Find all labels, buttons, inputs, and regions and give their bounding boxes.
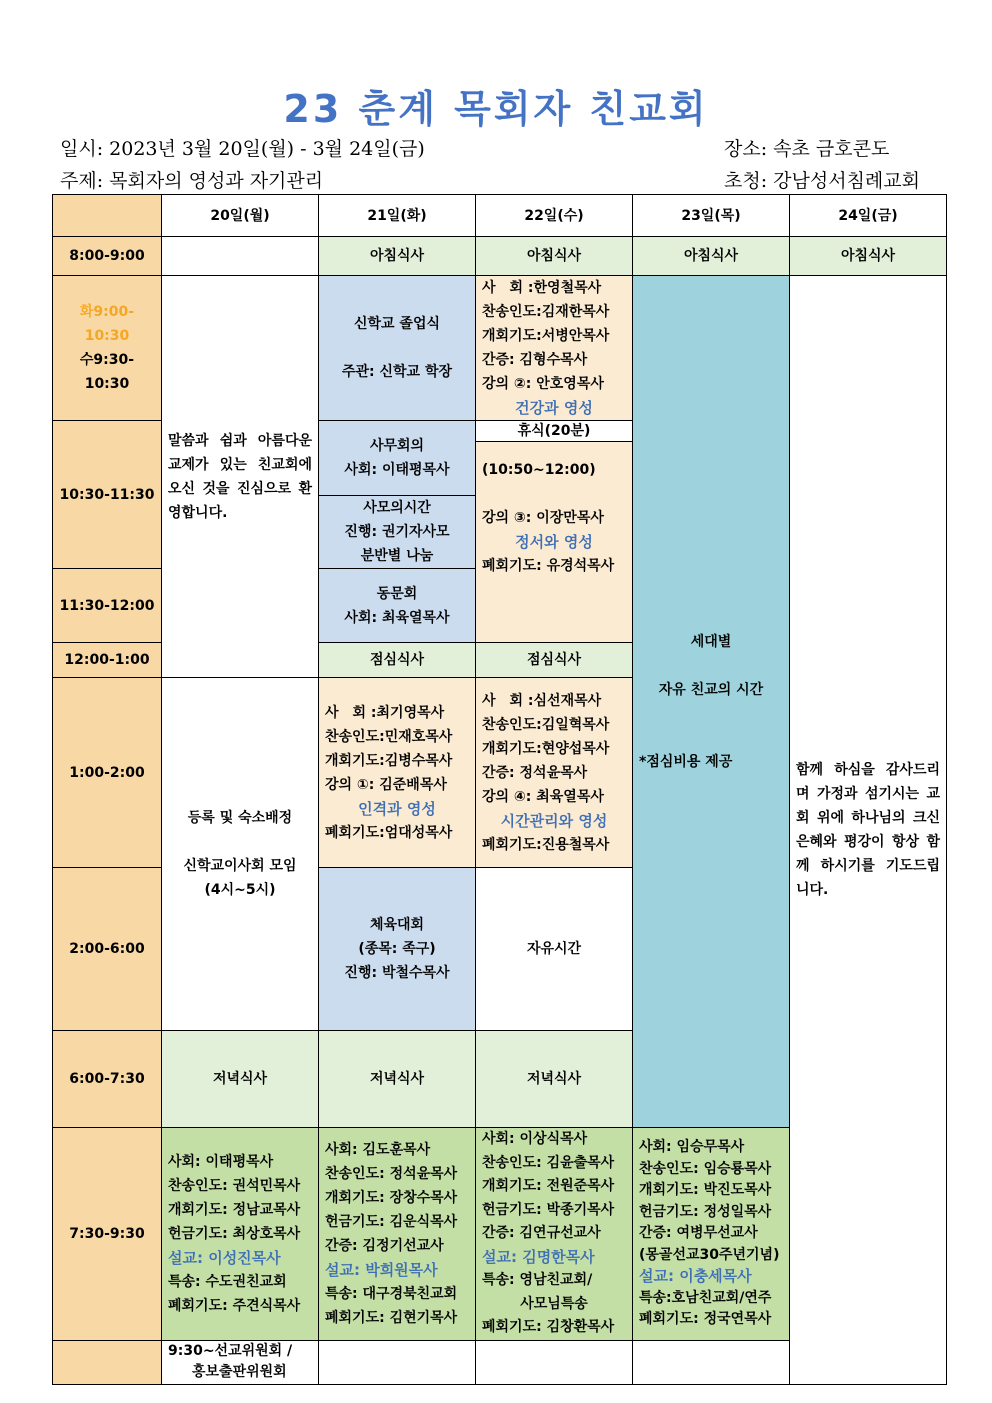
line: 간증: 김연규선교사 — [482, 1225, 601, 1241]
line: 특송: 수도권친교회 — [168, 1273, 287, 1290]
line: 헌금기도: 정성일목사 — [639, 1203, 772, 1220]
tue-alumni — [319, 569, 476, 643]
empty-cell — [319, 1340, 476, 1384]
line: 사회: 김도훈목사 — [325, 1141, 431, 1158]
mon-dinner: 저녁식사 — [162, 1031, 319, 1128]
line: 찬송인도:김재한목사 — [482, 304, 610, 320]
lunch-note: *점심비용 제공 — [639, 753, 733, 770]
line: 간증: 정석윤목사 — [482, 764, 588, 781]
lecture-topic: 건강과 영성 — [515, 399, 593, 417]
time-cell-empty — [53, 1340, 162, 1384]
line: 특송: 대구경북친교회 — [325, 1285, 458, 1302]
line: 특송:호남친교회/연주 — [639, 1289, 772, 1306]
wed-morning-session — [476, 276, 633, 421]
empty-cell — [476, 1340, 633, 1384]
line: 찬송인도: 정석윤목사 — [325, 1165, 458, 1182]
session-time: (10:50~12:00) — [482, 462, 596, 478]
tue-sports — [319, 868, 476, 1031]
line: 폐회기도: 김창환목사 — [482, 1319, 615, 1335]
line: (몽골선교30주년기념) — [639, 1246, 780, 1263]
day-header: 24일(금) — [790, 195, 947, 237]
time-cell: 1:00-2:00 — [53, 678, 162, 868]
line: 간증: 여병무선교사 — [639, 1225, 758, 1241]
wives-title: 사모의시간 — [363, 500, 431, 516]
time-cell: 6:00-7:30 — [53, 1031, 162, 1128]
lecture-topic: 정서와 영성 — [515, 533, 593, 551]
line: 찬송인도: 임승룡목사 — [639, 1160, 772, 1177]
thu-evening-service — [633, 1128, 790, 1341]
line: 개회기도:김병수목사 — [325, 752, 453, 769]
time-cell-morning — [53, 276, 162, 421]
tue-evening-service — [319, 1128, 476, 1341]
alumni-title: 동문회 — [376, 585, 418, 602]
sports-lead: 진행: 박철수목사 — [344, 965, 450, 981]
time-wed: 수9:30-10:30 — [79, 352, 135, 392]
sermon: 설교: 이성진목사 — [168, 1248, 281, 1267]
event-date: 일시: 2023년 3월 20일(월) - 3월 24일(금) — [60, 138, 425, 160]
time-cell: 2:00-6:00 — [53, 868, 162, 1031]
time-cell: 11:30-12:00 — [53, 569, 162, 643]
tue-lunch: 점심식사 — [319, 643, 476, 678]
line: 사 회 :최기영목사 — [325, 704, 445, 721]
line: 사회: 임승무목사 — [639, 1139, 745, 1155]
sermon: 설교: 이충세목사 — [639, 1267, 752, 1285]
gen-label: 세대별 — [690, 633, 732, 650]
wed-late-morning — [476, 421, 633, 643]
line: 폐회기도: 주견식목사 — [168, 1297, 301, 1314]
line: 간증: 김정기선교사 — [325, 1237, 444, 1254]
sports-kind: (종목: 족구) — [358, 941, 436, 957]
line: 찬송인도: 김윤출목사 — [482, 1154, 615, 1171]
time-cell: 12:00-1:00 — [53, 643, 162, 678]
wed-breakfast: 아침식사 — [476, 237, 633, 276]
graduation-title: 신학교 졸업식 — [353, 316, 441, 332]
line: 개회기도: 장창수목사 — [325, 1189, 458, 1206]
closing-text: 함께 하심을 감사드리며 가정과 섬기시는 교회 위에 하나님의 크신 은혜와 평강이 항상 함께 하시기를 기도드립니다. — [796, 761, 940, 898]
line: 폐회기도:엄대성목사 — [325, 824, 453, 841]
alumni-mc: 사회: 최육열목사 — [344, 609, 450, 626]
line: 강의 ①: 김준배목사 — [325, 776, 447, 793]
wed-afternoon-session — [476, 678, 633, 868]
day-header: 20일(월) — [162, 195, 319, 237]
line: 폐회기도:진용철목사 — [482, 836, 610, 853]
empty-cell — [633, 1340, 790, 1384]
line: 사모님특송 — [520, 1295, 588, 1312]
line: 특송: 영남친교회/ — [482, 1272, 593, 1288]
tue-dinner: 저녁식사 — [319, 1031, 476, 1128]
sports-title: 체육대회 — [369, 917, 425, 933]
line: 강의 ②: 안호영목사 — [482, 376, 604, 392]
line: 강의 ④: 최육열목사 — [482, 788, 604, 805]
line: 찬송인도: 권석민목사 — [168, 1177, 301, 1194]
line: 사회: 이태평목사 — [168, 1153, 274, 1170]
wives-share: 분반별 나눔 — [360, 548, 434, 564]
sermon: 설교: 박희원목사 — [325, 1260, 438, 1279]
day-header: 22일(수) — [476, 195, 633, 237]
registration: 등록 및 숙소배정 — [187, 810, 293, 826]
committee-line: 9:30~선교위원회 / — [168, 1343, 293, 1359]
graduation-host: 주관: 신학교 학장 — [341, 364, 452, 380]
mon-welcome — [162, 276, 319, 678]
time-cell: 8:00-9:00 — [53, 237, 162, 276]
event-host: 초청: 강남성서침례교회 — [724, 170, 920, 192]
lecture-topic: 시간관리와 영성 — [500, 811, 608, 830]
day-header: 21일(화) — [319, 195, 476, 237]
line: 헌금기도: 김운식목사 — [325, 1213, 458, 1230]
time-tue: 화9:00-10:30 — [79, 304, 135, 344]
line: 헌금기도: 박종기목사 — [482, 1201, 615, 1218]
event-theme: 주제: 목회자의 영성과 자기관리 — [60, 170, 324, 192]
wed-evening-service — [476, 1128, 633, 1341]
line: 찬송인도:민재호목사 — [325, 728, 453, 745]
thu-free-fellowship — [633, 276, 790, 1128]
tue-afternoon-session — [319, 678, 476, 868]
closing-prayer: 폐회기도: 유경석목사 — [482, 558, 615, 574]
thu-breakfast: 아침식사 — [633, 237, 790, 276]
welcome-text: 말씀과 쉼과 아름다운 교제가 있는 친교회에 오신 것을 진심으로 환영합니다. — [168, 432, 312, 521]
page-title: 23 춘계 목회자 친교회 — [283, 87, 709, 131]
lecture-topic: 인격과 영성 — [358, 799, 436, 818]
wives-lead: 진행: 권기자사모 — [344, 524, 450, 540]
mon-committee — [162, 1340, 319, 1384]
sermon: 설교: 김명한목사 — [482, 1247, 595, 1266]
line: 간증: 김형수목사 — [482, 352, 588, 368]
fri-closing — [790, 276, 947, 1385]
time-cell: 10:30-11:30 — [53, 421, 162, 569]
tue-wives-time — [319, 496, 476, 569]
time-cell: 7:30-9:30 — [53, 1128, 162, 1341]
line: 개회기도:서병안목사 — [482, 328, 610, 344]
line: 폐회기도: 정국연목사 — [639, 1311, 772, 1327]
schedule-table — [52, 194, 947, 1385]
line: 개회기도: 정남교목사 — [168, 1201, 301, 1218]
free-label: 자유 친교의 시간 — [658, 681, 764, 698]
mon-registration — [162, 678, 319, 1031]
day-header: 23일(목) — [633, 195, 790, 237]
line: 개회기도: 박진도목사 — [639, 1182, 772, 1198]
mon-breakfast-empty — [162, 237, 319, 276]
tue-breakfast: 아침식사 — [319, 237, 476, 276]
meeting-mc: 사회: 이태평목사 — [344, 462, 450, 478]
wed-dinner: 저녁식사 — [476, 1031, 633, 1128]
line: 헌금기도: 최상호목사 — [168, 1225, 301, 1242]
line: 개회기도:현양섭목사 — [482, 740, 610, 757]
corner-cell — [53, 195, 162, 237]
line: 찬송인도:김일혁목사 — [482, 716, 610, 733]
line: 폐회기도: 김현기목사 — [325, 1309, 458, 1326]
header-row — [53, 195, 947, 237]
line: 사회: 이상식목사 — [482, 1131, 588, 1147]
line: 사 회 :심선재목사 — [482, 692, 602, 709]
board-meeting: 신학교이사회 모임 — [183, 858, 297, 874]
meeting-title: 사무회의 — [369, 438, 425, 454]
tue-meeting — [319, 421, 476, 496]
wed-free-time: 자유시간 — [476, 868, 633, 1031]
tue-graduation — [319, 276, 476, 421]
lecture: 강의 ③: 이장만목사 — [482, 510, 604, 526]
wed-lunch: 점심식사 — [476, 643, 633, 678]
line: 개회기도: 전원준목사 — [482, 1178, 615, 1194]
committee-line: 홍보출판위원회 — [192, 1364, 287, 1380]
line: 사 회 :한영철목사 — [482, 280, 602, 296]
board-time: (4시~5시) — [204, 882, 276, 898]
break-label: 휴식(20분) — [476, 421, 632, 442]
mon-evening-service — [162, 1128, 319, 1341]
fri-breakfast: 아침식사 — [790, 237, 947, 276]
event-place: 장소: 속초 금호콘도 — [724, 138, 890, 160]
